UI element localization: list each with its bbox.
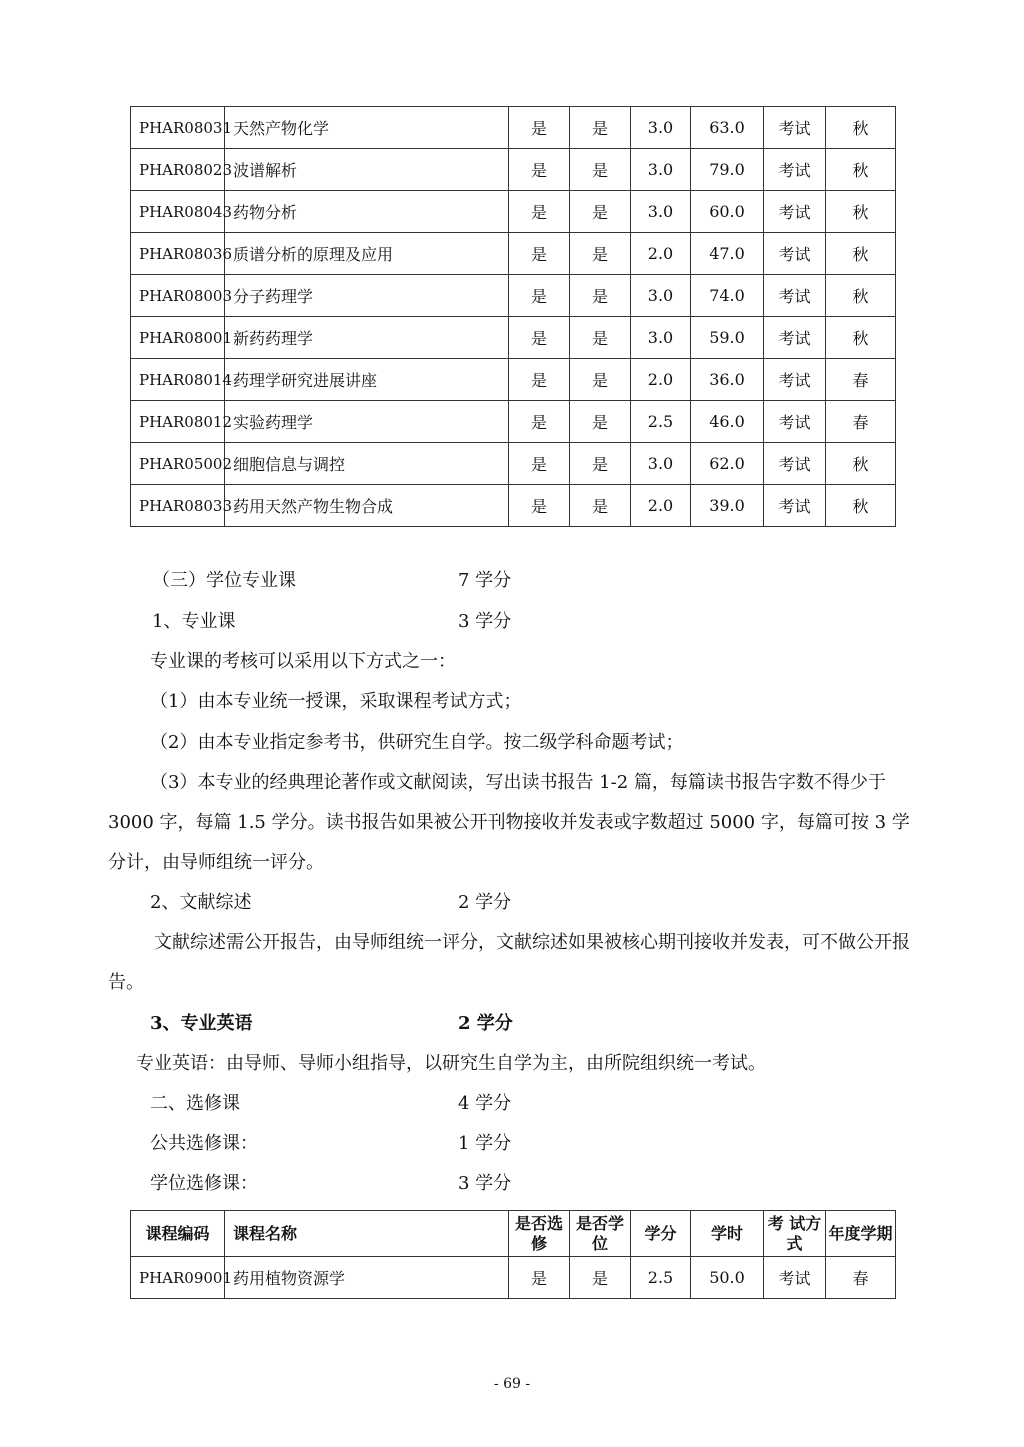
header-degree: 是否学位 xyxy=(570,1211,631,1257)
exam-method-cell: 考试 xyxy=(764,149,826,191)
course-name-cell: 药用植物资源学 xyxy=(225,1257,509,1299)
hours-cell: 60.0 xyxy=(691,191,764,233)
credits-cell: 2.0 xyxy=(631,359,691,401)
table-row xyxy=(131,485,896,527)
course-name-cell: 质谱分析的原理及应用 xyxy=(225,233,509,275)
is-elective-cell: 是 xyxy=(509,191,570,233)
hours-cell: 50.0 xyxy=(691,1257,764,1299)
term-cell: 秋 xyxy=(826,485,896,527)
course-code-cell: PHAR08033 xyxy=(131,485,225,527)
credits-cell: 3.0 xyxy=(631,149,691,191)
section3-credits: 7 学分 xyxy=(458,570,512,591)
exam-method-cell: 考试 xyxy=(764,1257,826,1299)
is-elective-cell: 是 xyxy=(509,275,570,317)
table-row xyxy=(131,401,896,443)
elective-table-header xyxy=(131,1211,896,1257)
is-elective-cell: 是 xyxy=(509,107,570,149)
term-cell: 春 xyxy=(826,1257,896,1299)
course-name-cell: 新药药理学 xyxy=(225,317,509,359)
exam-method-cell: 考试 xyxy=(764,485,826,527)
credits-cell: 3.0 xyxy=(631,317,691,359)
exam-method-cell: 考试 xyxy=(764,191,826,233)
elective-course-table xyxy=(130,1210,896,1299)
is-elective-cell: 是 xyxy=(509,359,570,401)
term-cell: 秋 xyxy=(826,107,896,149)
exam-method-cell: 考试 xyxy=(764,317,826,359)
degree-electives-credits: 3 学分 xyxy=(458,1173,512,1194)
credits-cell: 2.0 xyxy=(631,233,691,275)
option-3: （3）本专业的经典理论著作或文献阅读，写出读书报告 1-2 篇，每篇读书报告字数不得少于 3000 字，每篇 1.5 学分。读书报告如果被公开刊物接收并发表或字数超过 5000 字，每篇可按 3 学分计，由导师组统一评分。 xyxy=(108,772,910,873)
table-row xyxy=(131,233,896,275)
is-elective-cell: 是 xyxy=(509,233,570,275)
item2-credits: 2 学分 xyxy=(458,892,512,913)
table-row xyxy=(131,275,896,317)
credits-cell: 3.0 xyxy=(631,275,691,317)
table-row xyxy=(131,1257,896,1299)
credits-cell: 3.0 xyxy=(631,107,691,149)
term-cell: 春 xyxy=(826,401,896,443)
is-elective-cell: 是 xyxy=(509,485,570,527)
course-code-cell: PHAR09001 xyxy=(131,1257,225,1299)
exam-method-cell: 考试 xyxy=(764,233,826,275)
item1-credits: 3 学分 xyxy=(458,611,512,632)
is-elective-cell: 是 xyxy=(509,317,570,359)
header-row xyxy=(131,1211,896,1257)
course-code-cell: PHAR08012 xyxy=(131,401,225,443)
header-credits: 学分 xyxy=(631,1211,691,1257)
public-electives-credits: 1 学分 xyxy=(458,1133,512,1154)
public-electives-label: 公共选修课： xyxy=(150,1133,258,1154)
course-name-cell: 波谱解析 xyxy=(225,149,509,191)
course-name-cell: 细胞信息与调控 xyxy=(225,443,509,485)
course-name-cell: 天然产物化学 xyxy=(225,107,509,149)
header-elective: 是否选修 xyxy=(509,1211,570,1257)
term-cell: 秋 xyxy=(826,275,896,317)
course-table-continued xyxy=(130,106,896,527)
is-degree-cell: 是 xyxy=(570,485,631,527)
hours-cell: 39.0 xyxy=(691,485,764,527)
is-degree-cell: 是 xyxy=(570,233,631,275)
term-cell: 秋 xyxy=(826,443,896,485)
table-row xyxy=(131,359,896,401)
is-elective-cell: 是 xyxy=(509,401,570,443)
option-1: （1）由本专业统一授课，采取课程考试方式； xyxy=(150,691,522,712)
table-row xyxy=(131,317,896,359)
exam-method-cell: 考试 xyxy=(764,275,826,317)
term-cell: 秋 xyxy=(826,191,896,233)
section3-title: （三）学位专业课 xyxy=(152,570,296,591)
is-degree-cell: 是 xyxy=(570,275,631,317)
is-degree-cell: 是 xyxy=(570,191,631,233)
english-text: 专业英语：由导师、导师小组指导，以研究生自学为主，由所院组织统一考试。 xyxy=(136,1053,766,1074)
hours-cell: 46.0 xyxy=(691,401,764,443)
exam-method-cell: 考试 xyxy=(764,107,826,149)
credits-cell: 2.5 xyxy=(631,401,691,443)
item1-title: 1、专业课 xyxy=(152,611,236,632)
header-name: 课程名称 xyxy=(225,1211,509,1257)
course-code-cell: PHAR08036 xyxy=(131,233,225,275)
exam-method-cell: 考试 xyxy=(764,359,826,401)
is-elective-cell: 是 xyxy=(509,1257,570,1299)
is-degree-cell: 是 xyxy=(570,401,631,443)
table-row xyxy=(131,149,896,191)
is-degree-cell: 是 xyxy=(570,317,631,359)
course-table-body xyxy=(131,107,896,527)
exam-method-cell: 考试 xyxy=(764,443,826,485)
term-cell: 秋 xyxy=(826,233,896,275)
hours-cell: 79.0 xyxy=(691,149,764,191)
credits-cell: 3.0 xyxy=(631,191,691,233)
credits-cell: 2.0 xyxy=(631,485,691,527)
course-code-cell: PHAR08043 xyxy=(131,191,225,233)
is-degree-cell: 是 xyxy=(570,359,631,401)
item3-credits: 2 学分 xyxy=(458,1013,513,1034)
term-cell: 秋 xyxy=(826,149,896,191)
course-code-cell: PHAR05002 xyxy=(131,443,225,485)
course-name-cell: 药理学研究进展讲座 xyxy=(225,359,509,401)
header-term: 年度学期 xyxy=(826,1211,896,1257)
is-elective-cell: 是 xyxy=(509,443,570,485)
credits-cell: 2.5 xyxy=(631,1257,691,1299)
hours-cell: 47.0 xyxy=(691,233,764,275)
electives-title: 二、选修课 xyxy=(150,1093,240,1114)
credits-cell: 3.0 xyxy=(631,443,691,485)
header-exam-method: 考 试方式 xyxy=(764,1211,826,1257)
item3-title: 3、专业英语 xyxy=(150,1013,253,1034)
exam-method-cell: 考试 xyxy=(764,401,826,443)
course-code-cell: PHAR08014 xyxy=(131,359,225,401)
hours-cell: 74.0 xyxy=(691,275,764,317)
degree-electives-label: 学位选修课： xyxy=(150,1173,258,1194)
review-text: 文献综述需公开报告，由导师组统一评分，文献综述如果被核心期刊接收并发表，可不做公开报告。 xyxy=(108,932,910,993)
term-cell: 秋 xyxy=(826,317,896,359)
table-row xyxy=(131,191,896,233)
is-degree-cell: 是 xyxy=(570,107,631,149)
hours-cell: 59.0 xyxy=(691,317,764,359)
page-number: - 69 - xyxy=(493,1376,531,1392)
elective-table-body xyxy=(131,1257,896,1299)
header-code: 课程编码 xyxy=(131,1211,225,1257)
hours-cell: 62.0 xyxy=(691,443,764,485)
hours-cell: 36.0 xyxy=(691,359,764,401)
course-name-cell: 实验药理学 xyxy=(225,401,509,443)
option-2: （2）由本专业指定参考书，供研究生自学。按二级学科命题考试； xyxy=(150,732,684,753)
header-hours: 学时 xyxy=(691,1211,764,1257)
table-row xyxy=(131,443,896,485)
course-code-cell: PHAR08001 xyxy=(131,317,225,359)
course-code-cell: PHAR08023 xyxy=(131,149,225,191)
is-degree-cell: 是 xyxy=(570,1257,631,1299)
table-row xyxy=(131,107,896,149)
assess-intro: 专业课的考核可以采用以下方式之一： xyxy=(150,651,456,672)
course-name-cell: 药物分析 xyxy=(225,191,509,233)
is-degree-cell: 是 xyxy=(570,443,631,485)
term-cell: 春 xyxy=(826,359,896,401)
course-code-cell: PHAR08003 xyxy=(131,275,225,317)
is-degree-cell: 是 xyxy=(570,149,631,191)
course-name-cell: 分子药理学 xyxy=(225,275,509,317)
course-code-cell: PHAR08031 xyxy=(131,107,225,149)
is-elective-cell: 是 xyxy=(509,149,570,191)
course-name-cell: 药用天然产物生物合成 xyxy=(225,485,509,527)
electives-credits: 4 学分 xyxy=(458,1093,512,1114)
hours-cell: 63.0 xyxy=(691,107,764,149)
item2-title: 2、文献综述 xyxy=(150,892,252,913)
